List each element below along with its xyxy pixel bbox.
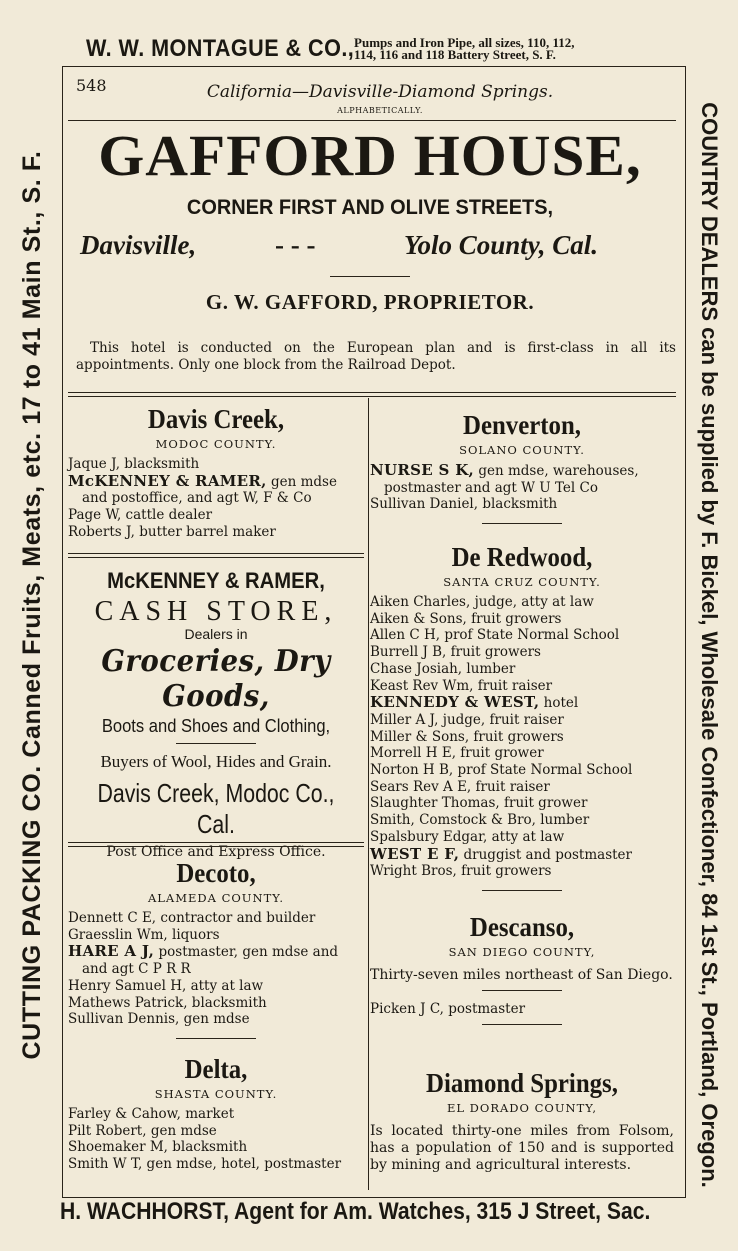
section-rule [482,523,562,524]
section-rule [482,990,562,991]
entry-name: Dennett C E, [68,910,157,926]
section-diamond-springs [370,1068,674,1174]
list-item [68,910,364,927]
entry-detail: liquors [167,926,220,943]
entry-detail: fruit grower [499,795,588,812]
town-description: Thirty-seven miles northeast of San Diego. [370,967,673,983]
entry-detail: fruit raiser [473,677,553,694]
county-name: MODOC COUNTY. [155,437,277,451]
list-item [370,661,674,678]
list-item [370,863,674,880]
right-side-banner: COUNTRY DEALERS can be supplied by F. Bickel, Wholesale Confectioner, 84 1st St., Portland, Oregon. [697,102,722,1188]
entry-name: McKENNEY & RAMER, [68,471,267,490]
header-rule [68,120,676,121]
section-denverton [370,410,674,524]
entry-name: KENNEDY & WEST, [370,693,540,712]
entry-detail: butter barrel maker [134,523,276,540]
entry-detail: gen mdse [146,1122,217,1139]
entry-name: Morrell H E, [370,745,456,762]
list-item [370,611,674,628]
list-item [370,1001,674,1018]
hotel-address: CORNER FIRST AND OLIVE STREETS, [186,196,554,219]
entry-detail: gen mdse, hotel, postmaster [142,1156,342,1173]
entry-detail: market [180,1106,235,1122]
entry-detail: contractor and builder [156,910,316,926]
county-name: SHASTA COUNTY. [154,1087,278,1101]
ad-rule [176,743,256,744]
entry-list [68,456,364,541]
entry-detail: gen mdse [179,1011,250,1028]
top-banner-sub [354,37,574,61]
entry-detail: prof State Normal School [453,762,633,779]
list-item [370,678,674,695]
section-de-redwood [370,542,674,891]
entry-name: HARE A J, [68,942,155,961]
section-descanso [370,912,674,1025]
ad-dealers: Dealers in [184,626,248,642]
running-title: California—Davisville-Diamond Springs. [206,82,554,102]
entry-name: Miller A J, [370,711,439,728]
list-item [370,627,674,644]
entry-detail: fruit growers [456,863,552,880]
entry-detail: gen mdse and postoffice, and agt W, F & Co [82,473,337,507]
town-name: Descanso, [469,912,575,942]
entry-name: Sears Rev A E, [370,778,472,795]
list-item [68,943,364,977]
ad-wool: Buyers of Wool, Hides and Grain. [100,752,332,771]
list-item [370,762,674,779]
entry-list [370,1001,674,1018]
entry-name: Keast Rev Wm, [370,677,474,694]
list-item [68,1123,364,1140]
ad-place: Davis Creek, Modoc Co., Cal. [97,778,335,839]
list-item [370,829,674,846]
left-side-banner: CUTTING PACKING CO. Canned Fruits, Meats, etc. 17 to 41 Main St., S. F. [18,150,46,1060]
ad-goods: Groceries, Dry Goods, [101,644,331,714]
town-name: De Redwood, [451,542,593,572]
entry-name: Wright Bros, [370,863,457,880]
entry-detail: gen mdse, warehouses, postmaster and agt W U Tel Co [384,463,639,496]
entry-name: Page W, [68,507,122,524]
entry-detail: prof State Normal School [440,627,620,644]
entry-detail: atty at law [487,828,565,845]
entry-name: Norton H B, [370,762,454,779]
list-item [370,795,674,812]
list-item [370,594,674,611]
ad-cash-store: CASH STORE, [94,596,338,627]
county-name: SANTA CRUZ COUNTY. [443,575,601,589]
section-decoto [68,858,364,1039]
store-advertisement [68,568,364,860]
entry-name: Farley & Cahow, [68,1106,181,1122]
column-divider [368,398,369,1190]
town-name: Diamond Springs, [426,1068,618,1098]
town-name: Davis Creek, [147,404,285,434]
ad-boots: Boots and Shoes and Clothing, [101,716,331,736]
county-name: SAN DIEGO COUNTY, [448,945,596,959]
entry-name: Smith W T, [68,1156,143,1173]
list-item [68,927,364,944]
top-banner-sub-line2: 114, 116 and 118 Battery Street, S. F. [354,47,556,62]
hotel-name: GAFFORD HOUSE, [98,123,642,188]
entry-detail: cattle dealer [121,507,213,524]
list-item [68,524,364,541]
bottom-banner: H. WACHHORST, Agent for Am. Watches, 315 J Street, Sac. [60,1198,651,1225]
entry-detail: blacksmith [187,994,267,1011]
entry-list [370,462,674,513]
top-banner [86,32,696,66]
list-item [68,473,364,507]
entry-list [68,1106,364,1173]
list-item [68,995,364,1012]
list-item [370,462,674,496]
entry-detail: fruit growers [446,644,541,661]
entry-detail: fruit grower [455,745,544,762]
entry-name: Miller & Sons, [370,728,470,745]
top-banner-sub-line1: Pumps and Iron Pipe, all sizes, 110, 112, [354,35,575,50]
entry-detail: atty at law [186,977,264,994]
entry-detail: judge, fruit raiser [438,711,564,728]
list-item [370,644,674,661]
entry-name: Slaughter Thomas, [370,795,500,812]
section-davis-creek [68,404,364,541]
county-name: SOLANO COUNTY. [459,443,585,457]
entry-detail: blacksmith [167,1139,248,1156]
list-item [68,1011,364,1028]
entry-name: Shoemaker M, [68,1139,168,1156]
entry-detail: blacksmith [120,456,200,472]
list-item [68,507,364,524]
hotel-dashes: - - - [275,230,316,260]
entry-name: Chase Josiah, [370,660,463,677]
ad-top-rule [68,553,364,558]
entry-name: Smith, Comstock & Bro, [370,812,536,829]
town-description: Is located thirty-one miles from Folsom, has a population of 150 and is supported by mining and agricultural interests. [370,1123,674,1173]
entry-detail: fruit raiser [471,778,550,795]
top-banner-main: W. W. MONTAGUE & CO., [86,35,355,62]
entry-detail: blacksmith [478,496,558,513]
entry-name: Sullivan Dennis, [68,1011,180,1028]
entry-detail: lumber [462,660,516,677]
section-rule [482,890,562,891]
county-name: ALAMEDA COUNTY. [147,891,284,905]
hotel-town: Davisville, [80,230,197,260]
entry-name: Pilt Robert, [68,1122,147,1139]
entry-name: Picken J C, [370,1001,444,1017]
entry-name: Mathews Patrick, [68,994,188,1011]
entry-name: Roberts J, [68,523,135,540]
list-item [68,1156,364,1173]
entry-list [68,910,364,1028]
entry-detail: hotel [539,695,579,712]
entry-detail: fruit growers [469,728,564,745]
list-item [68,1139,364,1156]
list-item [370,496,674,513]
list-item [68,978,364,995]
entry-name: Sullivan Daniel, [370,496,479,513]
list-item [370,694,674,712]
entry-list [370,594,674,880]
page-number: 548 [76,76,107,95]
town-name: Denverton, [463,410,581,440]
entry-detail: lumber [535,812,590,829]
list-item [370,729,674,746]
entry-detail: judge, atty at law [470,594,594,610]
ad-bottom-rule [68,842,364,847]
entry-detail: postmaster [443,1001,526,1017]
list-item [370,779,674,796]
hotel-county: Yolo County, Cal. [404,230,599,260]
county-name: EL DORADO COUNTY, [446,1101,598,1115]
ad-title: McKENNEY & RAMER, [107,568,325,593]
entry-detail: postmaster, gen mdse and and agt C P R R [82,944,339,978]
entry-detail: druggist and postmaster [459,846,632,863]
entry-name: Allen C H, [370,627,441,644]
list-item [370,745,674,762]
list-item [68,1106,364,1123]
town-name: Decoto, [176,858,256,888]
entry-name: Aiken & Sons, [370,610,467,627]
entry-name: WEST E F, [370,844,460,863]
entry-detail: fruit growers [466,610,562,627]
ad-post-office: Post Office and Express Office. [106,844,326,860]
entry-name: NURSE S K, [370,461,475,479]
hotel-short-rule [330,276,410,277]
entry-name: Jaque J, [68,456,120,472]
town-name: Delta, [184,1054,248,1084]
alpha-label: ALPHABETICALLY. [337,106,423,115]
entry-name: Aiken Charles, [370,594,471,610]
section-delta [68,1054,364,1173]
list-item [370,712,674,729]
entry-name: Graesslin Wm, [68,926,168,943]
entry-name: Spalsbury Edgar, [370,828,488,845]
hotel-proprietor: G. W. GAFFORD, PROPRIETOR. [205,290,535,314]
hotel-blurb: This hotel is conducted on the European plan and is first-class in all its appointments. Only one block from the Railroad Depot. [76,340,676,373]
section-rule [176,1038,256,1039]
hotel-bottom-rule [68,392,676,397]
entry-name: Burrell J B, [370,644,447,661]
list-item [68,456,364,473]
section-rule [482,1024,562,1025]
entry-name: Henry Samuel H, [68,977,187,994]
list-item [370,812,674,829]
list-item [370,846,674,864]
